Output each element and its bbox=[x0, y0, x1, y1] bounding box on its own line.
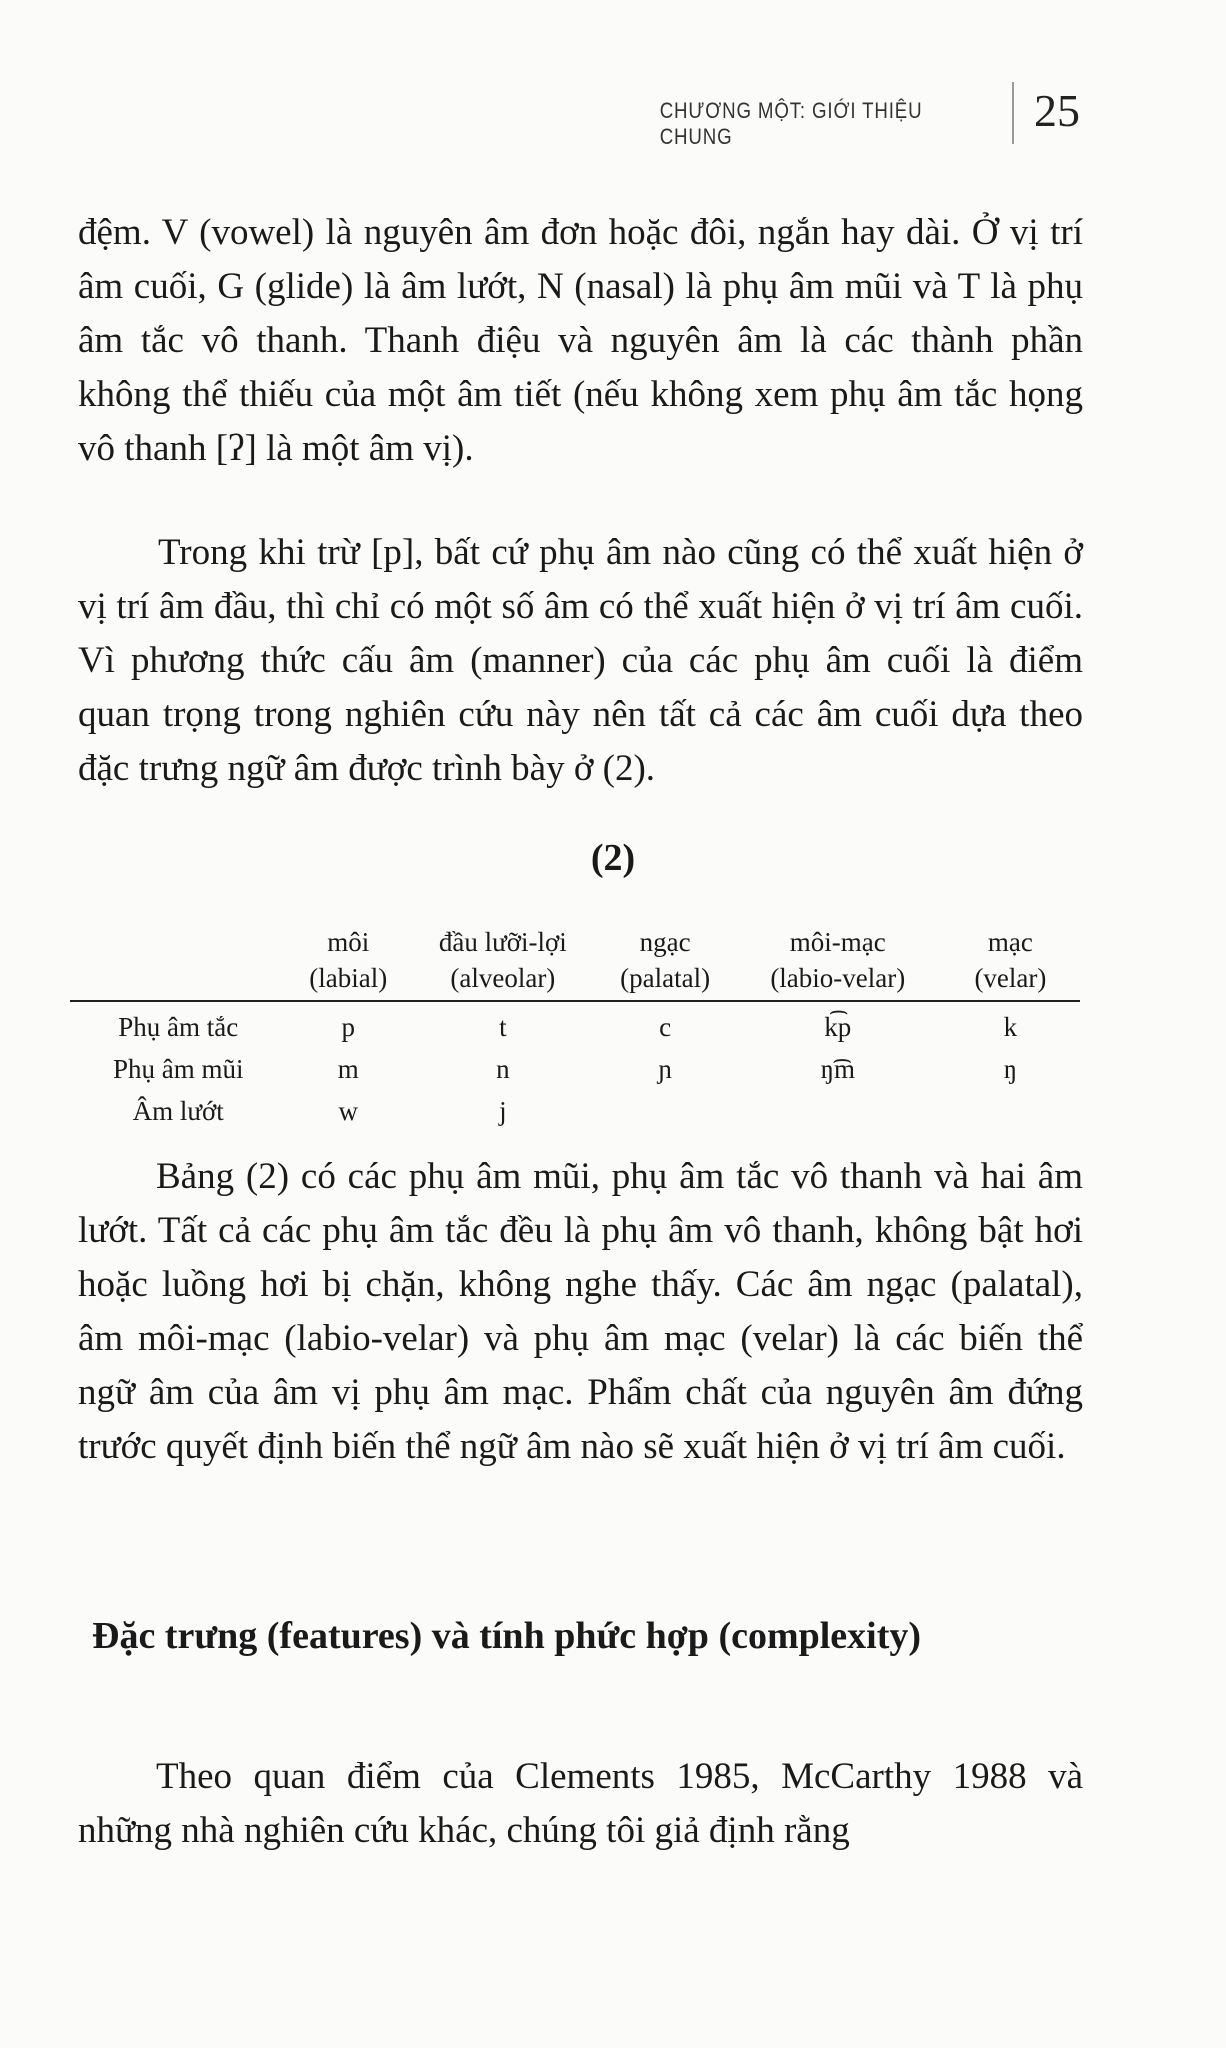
paragraph-3: Bảng (2) có các phụ âm mũi, phụ âm tắc vô thanh và hai âm lướt. Tất cả các phụ âm tắc đều là phụ âm vô thanh, không bật hơi hoặc luồng hơi bị chặn, không nghe thấy. Các âm ngạc (palatal), âm môi-mạc (labio-velar) và phụ âm mạc (velar) là các biến thể ngữ âm của âm vị phụ âm mạc. Phẩm chất của nguyên âm đứng trước quyết định biến thể ngữ âm nào sẽ xuất hiện ở vị trí âm cuối. bbox=[78, 1156, 1083, 1467]
table-header-vi bbox=[70, 924, 1080, 960]
table-cell bbox=[596, 1090, 735, 1132]
table-row bbox=[70, 1048, 1080, 1090]
table-cell: j bbox=[499, 1096, 507, 1126]
example-label: (2) bbox=[590, 837, 636, 879]
page-number: 25 bbox=[1034, 85, 1080, 136]
table-cell: c bbox=[596, 1001, 735, 1048]
column-header: mạc bbox=[987, 927, 1033, 957]
column-header-en: (palatal) bbox=[620, 963, 711, 993]
row-label: Âm lướt bbox=[132, 1096, 224, 1126]
column-header: môi bbox=[327, 927, 370, 957]
paragraph-1: đệm. V (vowel) là nguyên âm đơn hoặc đôi, ngắn hay dài. Ở vị trí âm cuối, G (glide) là âm lướt, N (nasal) là phụ âm mũi và T là phụ âm tắc vô thanh. Thanh điệu và nguyên âm là các thành phần không thể thiếu của một âm tiết (nếu không xem phụ âm tắc họng vô thanh [ʔ] là một âm vị). bbox=[78, 212, 1083, 469]
table-row bbox=[70, 1001, 1080, 1048]
consonant-feature-table bbox=[70, 924, 1080, 1132]
table-corner bbox=[70, 960, 286, 1001]
table-cell: ŋ bbox=[1003, 1054, 1018, 1084]
table-cell: t bbox=[410, 1001, 596, 1048]
table-corner bbox=[70, 924, 286, 960]
column-header: ngạc bbox=[639, 927, 691, 957]
table-row bbox=[70, 1090, 1080, 1132]
table-cell: n bbox=[496, 1054, 510, 1084]
column-header-en: (labio-velar) bbox=[770, 963, 906, 993]
column-header-en: (alveolar) bbox=[450, 963, 556, 993]
paragraph-4: Theo quan điểm của Clements 1985, McCarthy 1988 và những nhà nghiên cứu khác, chúng tôi giả định rằng bbox=[78, 1756, 1083, 1851]
chapter-title: CHƯƠNG MỘT: GIỚI THIỆU CHUNG bbox=[659, 98, 923, 149]
column-header-en: (velar) bbox=[974, 963, 1047, 993]
table-cell bbox=[941, 1090, 1080, 1132]
running-head bbox=[600, 82, 1080, 149]
table-header-en bbox=[70, 960, 1080, 1001]
table-cell bbox=[735, 1090, 941, 1132]
column-header: đầu lưỡi-lợi bbox=[438, 927, 567, 957]
section-heading: Đặc trưng (features) và tính phức hợp (complexity) bbox=[92, 1615, 922, 1657]
table-cell: m bbox=[337, 1054, 359, 1084]
column-header: môi-mạc bbox=[789, 927, 886, 957]
row-label: Phụ âm tắc bbox=[70, 1001, 286, 1048]
table-cell: k͡p bbox=[735, 1001, 941, 1048]
column-header-en: (labial) bbox=[309, 963, 388, 993]
table-cell: p bbox=[286, 1001, 410, 1048]
table-cell: k bbox=[941, 1001, 1080, 1048]
row-label: Phụ âm mũi bbox=[112, 1054, 244, 1084]
table-cell: ŋ͡m bbox=[820, 1054, 855, 1084]
table-cell: w bbox=[338, 1096, 358, 1126]
paragraph-2: Trong khi trừ [p], bất cứ phụ âm nào cũng có thể xuất hiện ở vị trí âm đầu, thì chỉ có một số âm có thể xuất hiện ở vị trí âm cuối. Vì phương thức cấu âm (manner) của các phụ âm cuối là điểm quan trọng trong nghiên cứu này nên tất cả các âm cuối dựa theo đặc trưng ngữ âm được trình bày ở (2). bbox=[78, 532, 1083, 789]
table-cell: ɲ bbox=[658, 1054, 672, 1084]
header-divider bbox=[1012, 82, 1014, 144]
